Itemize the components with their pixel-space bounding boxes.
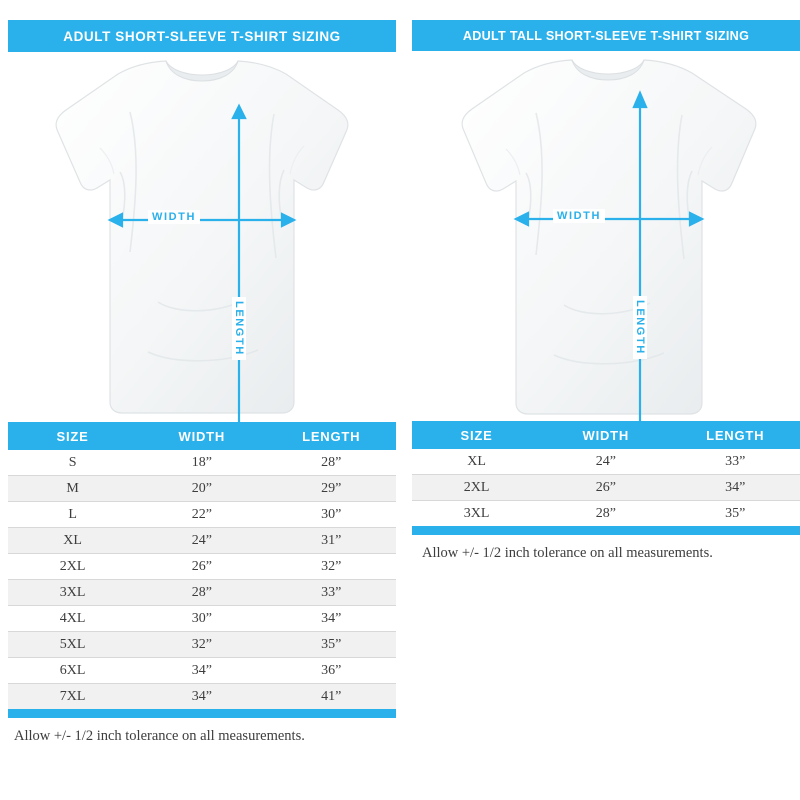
- cell-size: 6XL: [8, 658, 137, 684]
- cell-width: 26”: [541, 475, 670, 501]
- table-row: [8, 476, 396, 502]
- width-label: WIDTH: [148, 210, 200, 224]
- cell-width: 24”: [137, 528, 266, 554]
- cell-length: 33”: [266, 580, 396, 606]
- cell-width: 30”: [137, 606, 266, 632]
- header-length: LENGTH: [266, 422, 396, 450]
- cell-size: 3XL: [463, 506, 490, 521]
- cell-width: 22”: [137, 502, 266, 528]
- adult-tall-shirt-diagram: [412, 51, 800, 421]
- table-header-row: [8, 422, 396, 450]
- adult-tall-sizing-title: ADULT TALL SHORT-SLEEVE T-SHIRT SIZING: [412, 20, 800, 51]
- table-row: [8, 528, 396, 554]
- table-row: [8, 554, 396, 580]
- cell-length: 35”: [266, 632, 396, 658]
- cell-width: 34”: [137, 658, 266, 684]
- table-row: [8, 658, 396, 684]
- table-header-row: [412, 421, 800, 449]
- cell-length: 34”: [266, 606, 396, 632]
- header-width: WIDTH: [541, 421, 670, 449]
- table-row: [8, 580, 396, 606]
- cell-width: 32”: [137, 632, 266, 658]
- cell-length: 31”: [266, 528, 396, 554]
- cell-size: XL: [412, 449, 541, 475]
- cell-width: 24”: [541, 449, 670, 475]
- cell-length: 41”: [266, 684, 396, 710]
- header-width: WIDTH: [137, 422, 266, 450]
- cell-size: 3XL: [8, 580, 137, 606]
- length-label: LENGTH: [633, 296, 647, 359]
- cell-size: XL: [8, 528, 137, 554]
- cell-width: 18”: [137, 450, 266, 476]
- header-size: SIZE: [412, 421, 541, 449]
- cell-width: 34”: [137, 684, 266, 710]
- adult-sizing-title: ADULT SHORT-SLEEVE T-SHIRT SIZING: [8, 20, 396, 52]
- adult-tall-tolerance-note: Allow +/- 1/2 inch tolerance on all measurements.: [422, 545, 713, 561]
- cell-size: 5XL: [8, 632, 137, 658]
- table-row: [8, 502, 396, 528]
- adult-tall-table-footer-bar: [412, 526, 800, 535]
- cell-width: 28”: [595, 506, 616, 521]
- cell-length: 35”: [725, 506, 746, 521]
- cell-length: 32”: [266, 554, 396, 580]
- table-row: [8, 684, 396, 710]
- cell-size: 2XL: [412, 475, 541, 501]
- adult-table-footer-bar: [8, 709, 396, 718]
- width-label: WIDTH: [553, 209, 605, 223]
- table-row: [412, 449, 800, 475]
- header-size: SIZE: [8, 422, 137, 450]
- cell-size: 7XL: [8, 684, 137, 710]
- cell-width: 20”: [137, 476, 266, 502]
- cell-width: 28”: [137, 580, 266, 606]
- header-length: LENGTH: [670, 421, 800, 449]
- cell-width: 26”: [137, 554, 266, 580]
- cell-size: 4XL: [8, 606, 137, 632]
- adult-size-table: [8, 422, 396, 709]
- adult-tall-sizing-panel: [412, 0, 800, 562]
- table-row: [8, 632, 396, 658]
- cell-length: 36”: [266, 658, 396, 684]
- adult-sizing-panel: [8, 0, 396, 745]
- cell-size: S: [8, 450, 137, 476]
- cell-size: L: [8, 502, 137, 528]
- table-row: [8, 606, 396, 632]
- cell-length: 28”: [266, 450, 396, 476]
- table-row: [412, 501, 800, 527]
- table-row: [412, 475, 800, 501]
- cell-size: 2XL: [8, 554, 137, 580]
- cell-size: M: [8, 476, 137, 502]
- table-row: [8, 450, 396, 476]
- tall-tshirt-illustration-icon: [412, 51, 800, 421]
- adult-tall-size-table: [412, 421, 800, 526]
- cell-length: 30”: [266, 502, 396, 528]
- length-label: LENGTH: [232, 297, 246, 360]
- adult-shirt-diagram: [8, 52, 396, 422]
- cell-length: 29”: [266, 476, 396, 502]
- cell-length: 33”: [670, 449, 800, 475]
- adult-tolerance-note: Allow +/- 1/2 inch tolerance on all measurements.: [14, 728, 305, 744]
- cell-length: 34”: [670, 475, 800, 501]
- tshirt-illustration-icon: [8, 52, 396, 422]
